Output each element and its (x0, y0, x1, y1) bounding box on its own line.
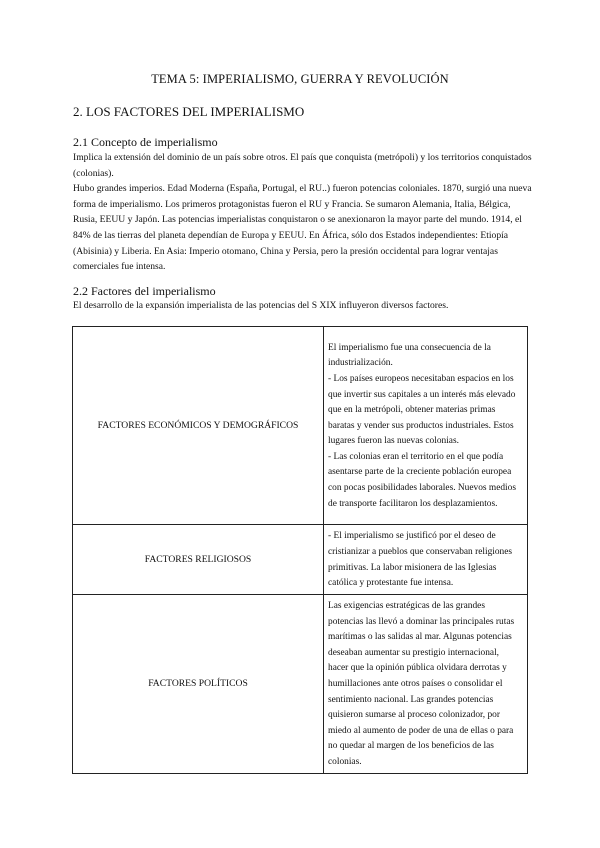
factor-label: FACTORES ECONÓMICOS Y DEMOGRÁFICOS (73, 327, 324, 525)
factor-label: FACTORES POLÍTICOS (73, 595, 324, 774)
factor-paragraph: Las exigencias estratégicas de las grandes potencias las llevó a dominar las principales rutas marítimas o las salidas al mar. Algunas potencias deseaban aumentar su prestigio internacional, hacer que la opinión pública olvidara derrotas y humillaciones ante otros países o consolidar el sentimiento nacional. Las grandes potencias quisieron sumarse al proceso colonizador, por miedo al aumento de poder de una de ellas o para no quedar al margen de los beneficios de las colonias. (328, 601, 515, 767)
factors-table (72, 326, 528, 774)
factor-paragraph: - Los países europeos necesitaban espacios en los que invertir sus capitales a un interés más elevado que en la metrópoli, obtener materias primas baratas y vender sus productos industriales. Estos lugares fueron las nuevas colonias. (328, 373, 516, 447)
table-row (73, 595, 528, 774)
concept-paragraphs (73, 150, 533, 275)
factor-paragraph: El imperialismo fue una consecuencia de la industrialización. (328, 342, 491, 369)
factors-intro (73, 298, 533, 314)
table-row (73, 327, 528, 525)
document-title: TEMA 5: IMPERIALISMO, GUERRA Y REVOLUCIÓN (151, 72, 449, 86)
factor-description (324, 327, 528, 525)
table-row (73, 525, 528, 595)
section-heading: 2. LOS FACTORES DEL IMPERIALISMO (73, 104, 305, 119)
factors-intro-text: El desarrollo de la expansión imperialista de las potencias del S XIX influyeron diversos factores. (73, 300, 449, 311)
factor-description (324, 595, 528, 774)
subsection-heading-factors: 2.2 Factores del imperialismo (73, 284, 216, 298)
factor-label: FACTORES RELIGIOSOS (73, 525, 324, 595)
factor-paragraph: - El imperialismo se justificó por el deseo de cristianizar a pueblos que conservaban religiones primitivas. La labor misionera de las Iglesias católica y protestante fue intensa. (328, 531, 513, 589)
concept-paragraph: Implica la extensión del dominio de un país sobre otros. El país que conquista (metrópoli) y los territorios conquistados (colonias). (73, 152, 532, 179)
factor-paragraph: - Las colonias eran el territorio en el que podía asentarse parte de la creciente población europea con pocas posibilidades laborales. Nuevos medios de transporte facilitaron los desplazamientos. (328, 451, 516, 509)
factor-description (324, 525, 528, 595)
subsection-heading-concept: 2.1 Concepto de imperialismo (73, 135, 218, 149)
concept-paragraph: Hubo grandes imperios. Edad Moderna (España, Portugal, el RU..) fueron potencias coloniales. 1870, surgió una nueva forma de imperialismo. Los primeros protagonistas fueron el RU y Francia. Se sumaron Alemania, Italia, Bélgica, Rusia, EEUU y Japón. Las potencias imperialistas conquistaron o se anexionaron la mayor parte del mundo. 1914, el 84% de las tierras del planeta dependían de Europa y EEUU. En África, sólo dos Estados independientes: Etiopía (Abisinia) y Liberia. En Asia: Imperio otomano, China y Persia, pero la presión occidental para lograr ventajas comerciales fue intensa. (73, 183, 532, 273)
